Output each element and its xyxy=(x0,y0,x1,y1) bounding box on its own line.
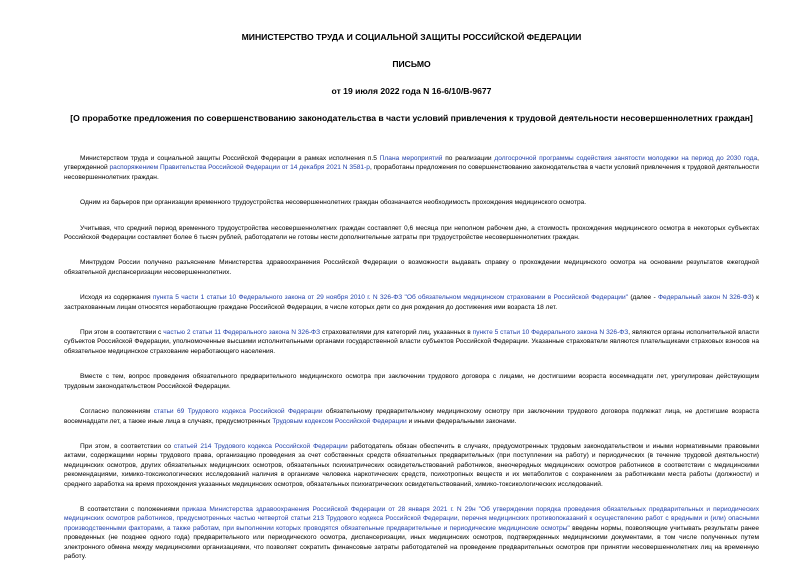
paragraph-text: В соответствии с положениями xyxy=(80,505,183,513)
body-paragraph xyxy=(64,505,759,561)
paragraph-text: , проработаны предложения по совершенствованию законодательства в части условий привлечения к трудовой деятельности несовершеннолетних граждан. xyxy=(64,164,759,181)
document-reference-link[interactable]: долгосрочной программы содействия занятости молодежи на период до 2030 года xyxy=(494,155,758,162)
paragraph-text: (далее - xyxy=(628,294,659,302)
document-body xyxy=(64,154,759,561)
paragraph-text: При этом, в соответствии со xyxy=(80,442,174,450)
paragraph-text: , являются органы исполнительной власти субъектов Российской Федерации, уполномоченные высшими исполнительными органами государственной власти субъектов Российской Федерации. Указанные страхователи являются плательщиками страховых взносов на обязательное медицинское страхование неработающего населения. xyxy=(64,329,759,355)
document-reference-link[interactable]: статьей 214 Трудового кодекса Российской Федерации xyxy=(173,442,348,450)
body-paragraph xyxy=(64,442,759,489)
body-paragraph xyxy=(64,224,759,243)
paragraph-text: Учитывая, что средний период временного трудоустройства несовершеннолетних граждан составляет 0,6 месяца при неполном рабочем дне, а стоимость прохождения медицинского осмотра в некоторых субъектах Российской Федерации составляет более 6 тысяч рублей, работодатели не готовы нести дополнительные затраты при трудоустройстве несовершеннолетних граждан. xyxy=(64,224,759,242)
paragraph-text: и иными федеральными законами. xyxy=(406,417,517,425)
body-paragraph xyxy=(64,407,759,426)
paragraph-text: работодатель обязан обеспечить в случаях, предусмотренных трудовым законодательством и иными нормативными правовыми актами, содержащими нормы трудового права, организацию проведения за счет собственных средств обязательных предварительных (при поступлении на работу) и периодических (в течение трудовой деятельности) медицинских осмотров, других обязательных медицинских осмотров, обязательных психиатрических освидетельствований работников, внеочередных медицинских осмотров работников в соответствии с медицинскими рекомендациями, химико-токсикологических исследований наличия в организме человека наркотических средств, психотропных веществ и их метаболитов с сохранением за работниками места работы (должности) и среднего заработка на время прохождения указанных медицинских осмотров, обязательных психиатрических освидетельствований, химико-токсикологических исследований. xyxy=(64,442,760,488)
document-reference-link[interactable]: Федеральный закон N 326-ФЗ xyxy=(658,294,752,302)
paragraph-text: Одним из барьеров при организации временного трудоустройства несовершеннолетних граждан обозначается необходимость прохождения медицинского осмотра. xyxy=(80,199,587,207)
paragraph-text: При этом в соответствии с xyxy=(80,329,164,337)
document-header xyxy=(64,32,759,124)
document-reference-link[interactable]: Плана мероприятий xyxy=(379,155,443,162)
paragraph-text: обязательному предварительному медицинскому осмотру при заключении трудового договора подлежат лица, не достигшие возраста восемнадцати лет, а также иные лица в случаях, предусмотренных xyxy=(64,408,759,425)
document-reference-link[interactable]: Трудовым кодексом Российской Федерации xyxy=(272,417,407,425)
body-paragraph xyxy=(64,198,759,207)
paragraph-text: Минтрудом России получено разъяснение Министерства здравоохранения Российской Федерации о возможности выдавать справку о прохождении медицинского осмотра на основании результатов ежегодной обязательной диспансеризации несовершеннолетних. xyxy=(64,259,759,276)
document-date-number: от 19 июля 2022 года N 16-6/10/В-9677 xyxy=(331,86,492,96)
paragraph-text: ) к застрахованным лицам относятся неработающие граждане Российской Федерации, в числе которых дети со дня рождения до достижения ими возраста 18 лет. xyxy=(64,294,759,311)
document-type: ПИСЬМО xyxy=(392,59,431,69)
paragraph-text: по реализации xyxy=(442,155,495,162)
document-reference-link[interactable]: частью 2 статьи 11 Федерального закона N 326-ФЗ xyxy=(163,329,321,337)
body-paragraph xyxy=(64,154,759,182)
paragraph-text: Министерством труда и социальной защиты Российской Федерации в рамках исполнения п.5 xyxy=(80,155,380,162)
document-reference-link[interactable]: пункте 5 статьи 10 Федерального закона N 326-ФЗ xyxy=(472,329,629,337)
document-reference-link[interactable]: пункта 5 части 1 статьи 10 Федерального закона от 29 ноября 2010 г. N 326-ФЗ "Об обязательном медицинском страховании в Российской Федерации" xyxy=(152,294,629,302)
document-reference-link[interactable]: приказа Министерства здравоохранения Российской Федерации от 28 января 2021 г. N 29н "Об утверждении порядка проведения обязательных предварительных и периодических медицинских осмотров работников, предусмотренных частью четвертой статьи 213 Трудового кодекса Российской Федерации, перечня медицинских противопоказаний к осуществлению работ с вредными и (или) опасными производственными факторами, а также работам, при выполнении которых проводятся обязательные предварительные и периодические медицинские осмотры" xyxy=(64,505,759,532)
body-paragraph xyxy=(64,328,759,356)
paragraph-text: Исходя из содержания xyxy=(80,294,153,302)
body-paragraph xyxy=(64,293,759,312)
body-paragraph xyxy=(64,372,759,391)
paragraph-text: введены нормы, позволяющие учитывать результаты ранее проведенных (не позднее одного года) предварительного или периодического осмотра, диспансеризации, иных медицинских осмотров, подтвержденных медицинскими документами, в том числе полученных путем электронного обмена между медицинскими организациями, что позволяет сократить финансовые затраты работодателей на проведение предварительных осмотров при принятии несовершеннолетних лиц на временную работу. xyxy=(64,524,760,560)
document-reference-link[interactable]: распоряжением Правительства Российской Федерации от 14 декабря 2021 N 3581-р xyxy=(109,164,370,172)
body-paragraph xyxy=(64,258,759,277)
document-reference-link[interactable]: статьи 69 Трудового кодекса Российской Федерации xyxy=(153,408,323,416)
document-subject: [О проработке предложения по совершенствованию законодательства в части условий привлечения к трудовой деятельности несовершеннолетних граждан] xyxy=(70,113,753,123)
paragraph-text: страхователями для категорий лиц, указанных в xyxy=(320,329,473,337)
paragraph-text: Вместе с тем, вопрос проведения обязательного предварительного медицинского осмотра при заключении трудового договора с лицами, не достигшими возраста восемнадцати лет, урегулирован действующим трудовым законодательством Российской Федерации. xyxy=(64,373,759,390)
paragraph-text: , утвержденной xyxy=(64,155,759,172)
ministry-title: МИНИСТЕРСТВО ТРУДА И СОЦИАЛЬНОЙ ЗАЩИТЫ РОССИЙСКОЙ ФЕДЕРАЦИИ xyxy=(241,32,582,42)
paragraph-text: Согласно положениям xyxy=(80,408,154,416)
